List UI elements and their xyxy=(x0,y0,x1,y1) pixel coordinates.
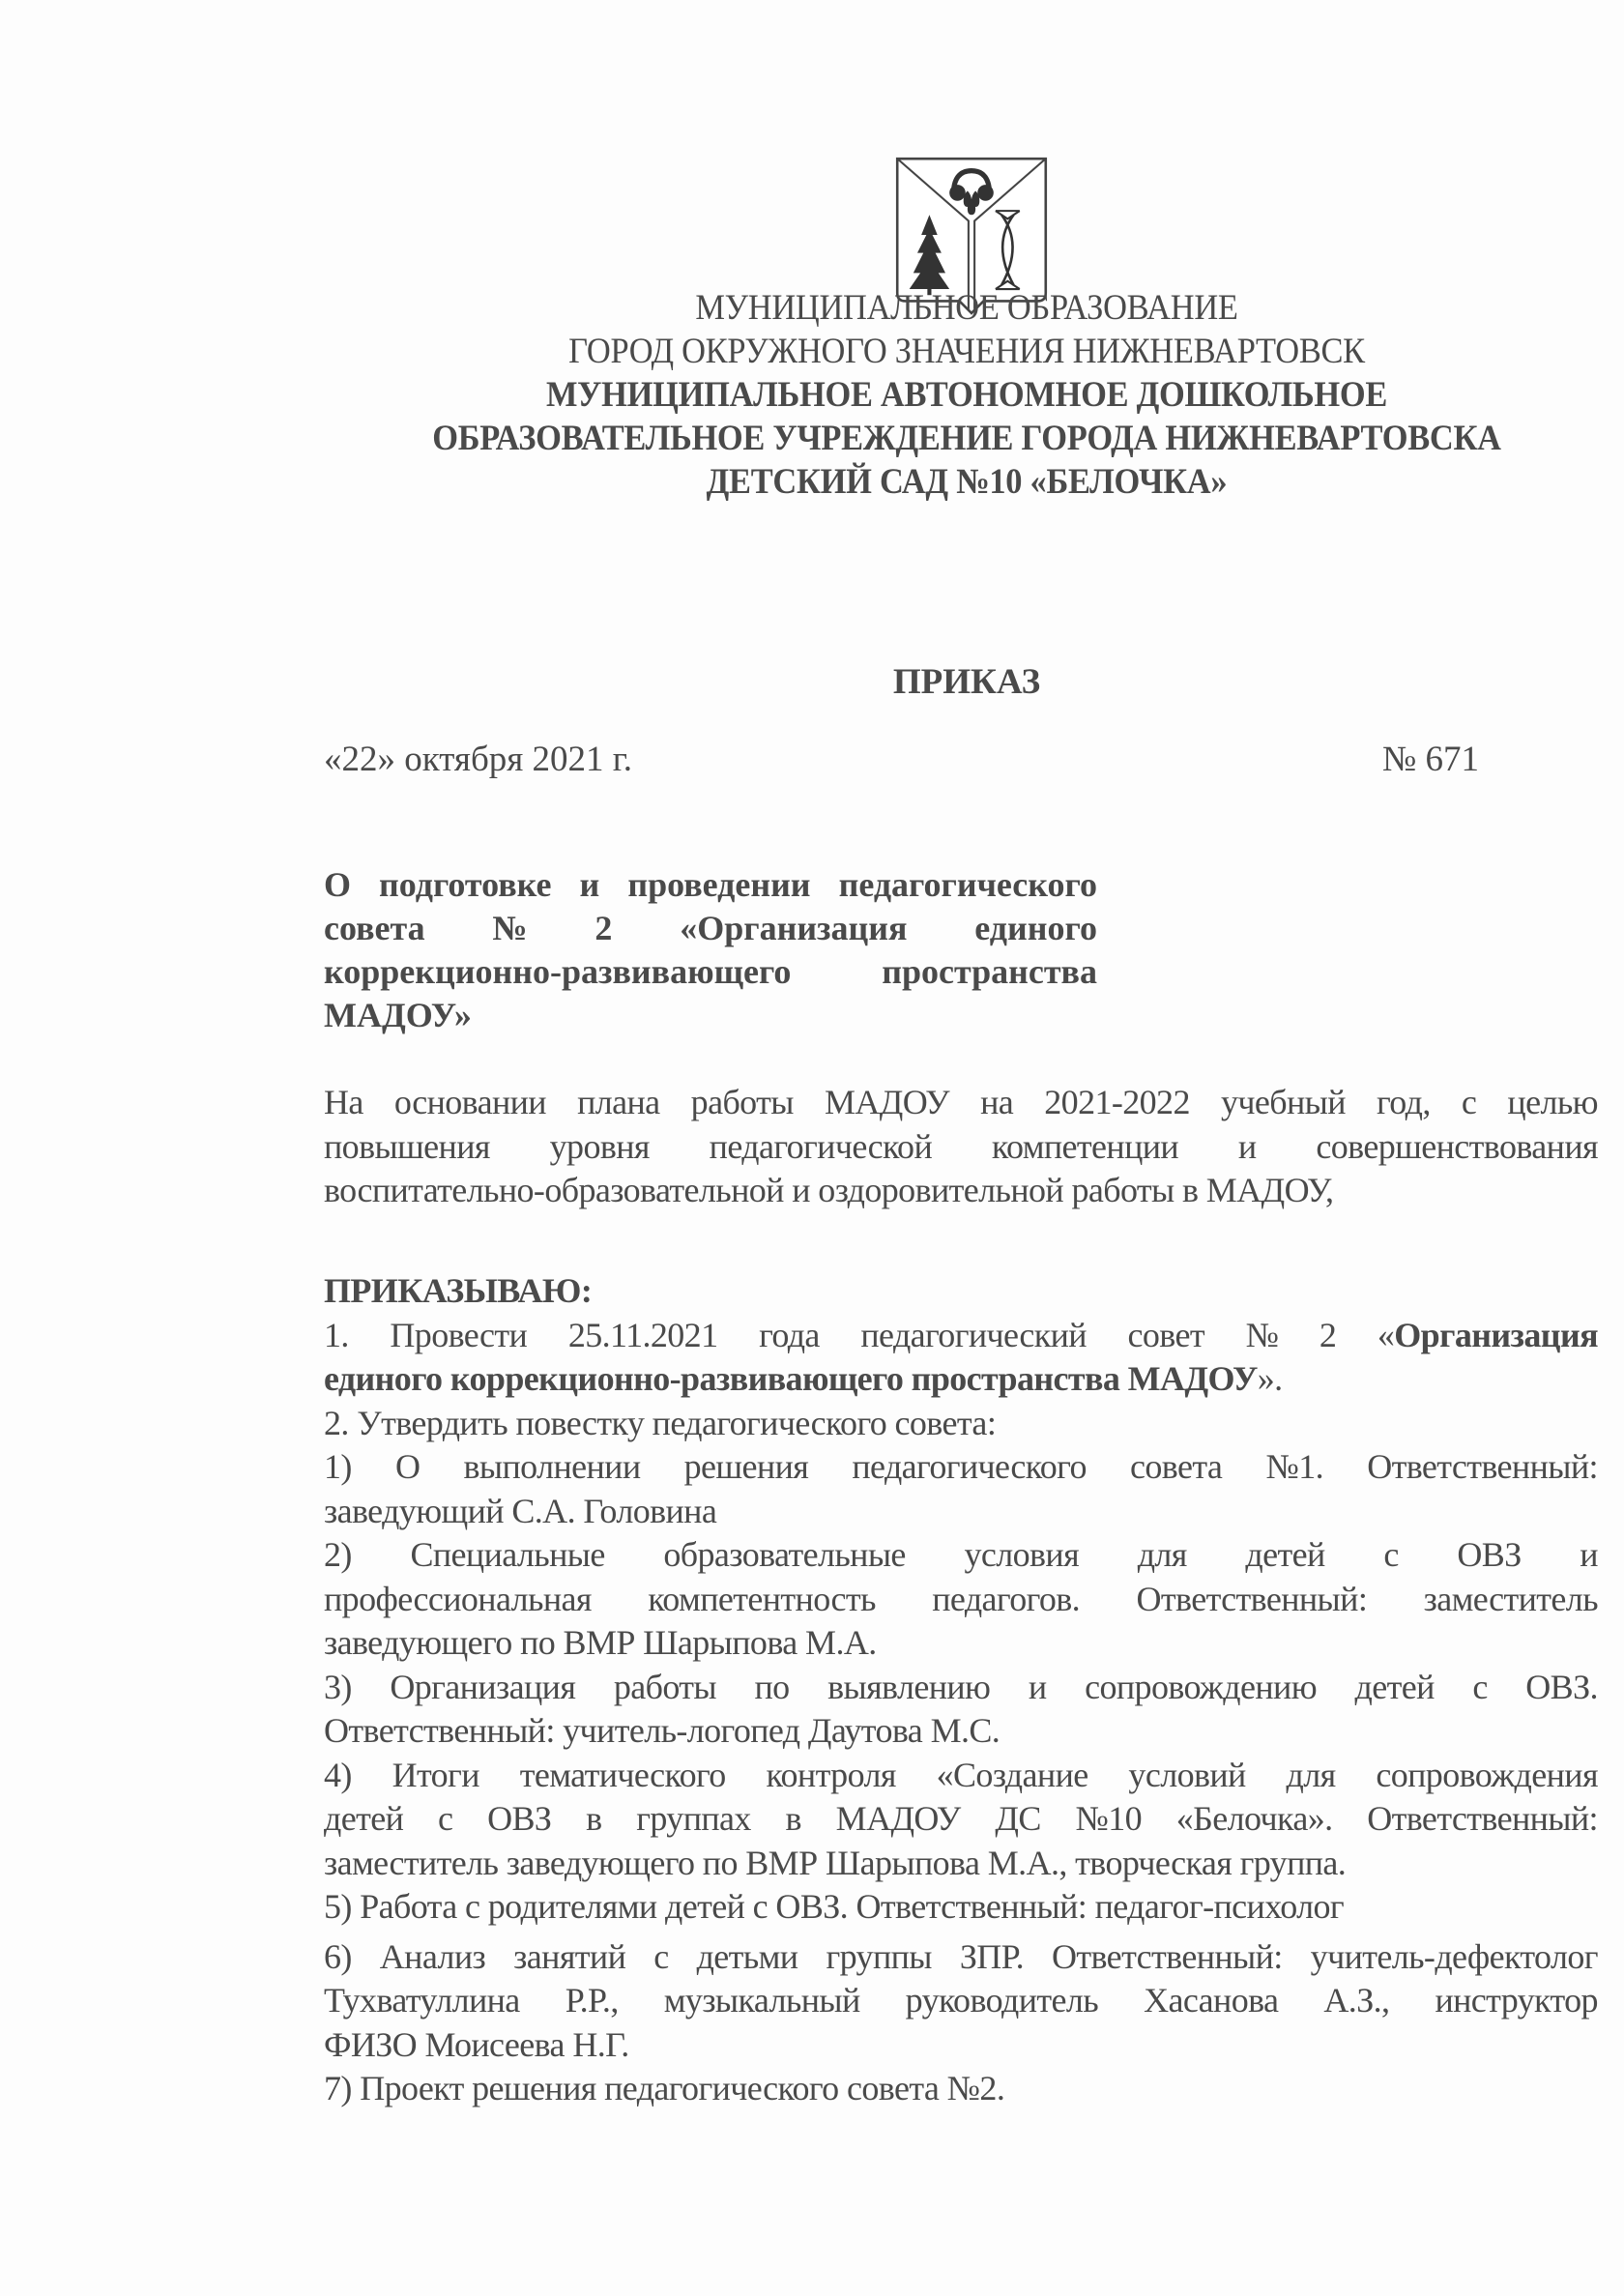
word: Хасанова xyxy=(1144,1981,1279,2020)
agenda-item-2-line xyxy=(324,1578,1598,1622)
header-line-municipality: МУНИЦИПАЛЬНОЕ ОБРАЗОВАНИЕ xyxy=(695,288,1238,328)
word: 4) xyxy=(324,1755,352,1794)
word: Ответственный: xyxy=(1051,1936,1283,1976)
word: «Создание xyxy=(936,1755,1088,1794)
word: детей xyxy=(1354,1667,1435,1706)
word: 3) xyxy=(324,1667,352,1706)
subject-line: МАДОУ» xyxy=(324,996,472,1034)
word: заместитель xyxy=(1423,1579,1598,1618)
word: Тухватуллина xyxy=(324,1981,520,2020)
word: тематического xyxy=(519,1755,726,1794)
subject-word: пространства xyxy=(882,952,1097,991)
word xyxy=(1246,1314,1279,1358)
word-part: Провести xyxy=(390,1315,528,1354)
word: совершенствования xyxy=(1316,1126,1598,1166)
agenda-item-4-line xyxy=(324,1797,1598,1842)
document-title: ПРИКАЗ xyxy=(892,662,1041,702)
word: 1) xyxy=(324,1447,352,1486)
word-part: № xyxy=(1245,1315,1279,1354)
word: работы xyxy=(690,1083,794,1121)
word-part: Организация xyxy=(1394,1315,1598,1354)
word: сопровождению xyxy=(1085,1667,1317,1706)
word xyxy=(1320,1314,1336,1358)
word: Организация xyxy=(390,1667,576,1706)
word xyxy=(390,1314,527,1358)
word: сопровождения xyxy=(1376,1755,1598,1794)
word: компетентность xyxy=(648,1579,876,1618)
word-part: совет xyxy=(1127,1315,1204,1354)
word: условия xyxy=(964,1535,1080,1574)
word: повышения xyxy=(324,1126,490,1166)
header-line-institution-3: ДЕТСКИЙ САД №10 «БЕЛОЧКА» xyxy=(706,462,1228,502)
word: с xyxy=(438,1799,453,1838)
word xyxy=(324,1314,349,1358)
order-date: «22» октября 2021 г. xyxy=(324,740,633,779)
word: компетенции xyxy=(991,1126,1179,1166)
word: и xyxy=(1028,1667,1047,1706)
word: условий xyxy=(1128,1755,1246,1794)
agenda-item-5-line: 5) Работа с родителями детей с ОВЗ. Ответственный: педагог-психолог xyxy=(324,1887,1345,1926)
order-item-1-suffix: ». xyxy=(1257,1359,1283,1398)
header-line-institution-2: ОБРАЗОВАТЕЛЬНОЕ УЧРЕЖДЕНИЕ ГОРОДА НИЖНЕВАРТОВСКА xyxy=(432,419,1501,458)
word: 2) xyxy=(324,1535,352,1574)
agenda-item-4-line xyxy=(324,1754,1598,1798)
word: в xyxy=(586,1799,602,1838)
word: группы xyxy=(826,1936,932,1976)
orders-section xyxy=(324,1269,1598,2111)
subject-word: «Организация xyxy=(680,909,908,947)
word-part: 25.11.2021 xyxy=(567,1315,718,1354)
subject-word: совета xyxy=(324,909,425,947)
word: детей xyxy=(324,1799,404,1838)
header-line-city: ГОРОД ОКРУЖНОГО ЗНАЧЕНИЯ НИЖНЕВАРТОВСК xyxy=(568,332,1365,371)
word: с xyxy=(653,1936,669,1976)
preamble-line xyxy=(324,1081,1598,1125)
agenda-item-6-line: ФИЗО Моисеева Н.Г. xyxy=(324,2024,629,2064)
agenda-item-4-line: заместитель заведующего по ВМР Шарыпова М.А., творческая группа. xyxy=(324,1843,1347,1882)
agenda-item-1-line: заведующий С.А. Головина xyxy=(324,1491,717,1530)
agenda-item-2-line xyxy=(324,1533,1598,1578)
word: На xyxy=(324,1083,363,1121)
word: педагогической xyxy=(709,1126,933,1166)
word: МАДОУ xyxy=(835,1799,961,1838)
word: педагогического xyxy=(852,1447,1087,1486)
order-item-1-line-2 xyxy=(324,1357,1598,1402)
word-part: 1. xyxy=(324,1315,349,1354)
word: детей xyxy=(1245,1535,1325,1574)
subject-line: О подготовке и проведении педагогического xyxy=(324,865,1097,904)
header-line-institution-1: МУНИЦИПАЛЬНОЕ АВТОНОМНОЕ ДОШКОЛЬНОЕ xyxy=(545,375,1388,415)
agenda-item-3-line: Ответственный: учитель-логопед Даутова М.С. xyxy=(324,1711,1000,1750)
subject-line xyxy=(324,950,1097,994)
subject-word: коррекционно-развивающего xyxy=(324,952,792,991)
order-item-1-line-1 xyxy=(324,1314,1598,1358)
word: музыкальный xyxy=(663,1981,860,2020)
word: 2021-2022 xyxy=(1044,1083,1190,1121)
word: с xyxy=(1461,1083,1477,1121)
word: МАДОУ xyxy=(824,1083,949,1121)
word: ОВЗ xyxy=(1457,1535,1522,1574)
word: основании xyxy=(393,1083,546,1121)
order-item-2: 2. Утвердить повестку педагогического совета: xyxy=(324,1403,997,1442)
agenda-item-3-line xyxy=(324,1666,1598,1710)
word-part: 2 xyxy=(1319,1315,1337,1354)
word-part: года xyxy=(759,1315,820,1354)
word: педагогов. xyxy=(932,1579,1081,1618)
word: по xyxy=(754,1667,790,1706)
word: выполнении xyxy=(463,1447,641,1486)
word: Ответственный: xyxy=(1367,1447,1598,1486)
word xyxy=(1378,1314,1598,1358)
agenda-item-7-line: 7) Проект решения педагогического совета №2. xyxy=(324,2069,1005,2107)
word: 6) xyxy=(324,1936,352,1976)
order-number: № 671 xyxy=(1381,740,1479,779)
word: образовательные xyxy=(663,1535,906,1574)
word: с xyxy=(1472,1667,1488,1706)
word: учитель-дефектолог xyxy=(1310,1936,1598,1976)
subject-word: 2 xyxy=(594,909,613,947)
organization-header xyxy=(319,286,1614,504)
word: для xyxy=(1286,1755,1336,1794)
word: работы xyxy=(613,1667,716,1706)
word: №10 xyxy=(1075,1799,1143,1838)
word xyxy=(860,1314,1087,1358)
preamble-line: воспитательно-образовательной и оздоровительной работы в МАДОУ, xyxy=(324,1171,1334,1209)
preamble-paragraph xyxy=(324,1081,1598,1213)
word: контроля xyxy=(766,1755,896,1794)
order-item-1-bold-cont: единого коррекционно-развивающего пространства МАДОУ xyxy=(324,1359,1258,1398)
preamble-line xyxy=(324,1125,1598,1170)
word: ОВЗ. xyxy=(1525,1667,1598,1706)
word: «Белочка». xyxy=(1175,1799,1333,1838)
word: Р.Р., xyxy=(565,1981,619,2020)
word: Ответственный: xyxy=(1136,1579,1368,1618)
word: руководитель xyxy=(905,1981,1099,2020)
word: уровня xyxy=(549,1126,650,1166)
word: О xyxy=(394,1447,420,1486)
word xyxy=(1128,1314,1204,1358)
word: плана xyxy=(577,1083,660,1121)
word: детьми xyxy=(696,1936,798,1976)
word: Анализ xyxy=(379,1936,486,1976)
word-part: педагогический xyxy=(860,1315,1087,1354)
word: учебный xyxy=(1220,1083,1346,1121)
agenda-item-6-line xyxy=(324,1935,1598,1980)
orders-heading: ПРИКАЗЫВАЮ: xyxy=(324,1271,593,1310)
agenda-item-1-line xyxy=(324,1445,1598,1490)
word: ДС xyxy=(995,1799,1041,1838)
word: на xyxy=(980,1083,1014,1121)
word: для xyxy=(1137,1535,1187,1574)
word: Ответственный: xyxy=(1367,1799,1598,1838)
word: инструктор xyxy=(1435,1981,1598,2020)
word: А.З., xyxy=(1323,1981,1390,2020)
word: Итоги xyxy=(392,1755,479,1794)
agenda-item-6-line xyxy=(324,1979,1598,2023)
word: год, xyxy=(1377,1083,1431,1121)
word: Специальные xyxy=(410,1535,605,1574)
word: занятий xyxy=(513,1936,626,1976)
word: выявлению xyxy=(827,1667,991,1706)
word: группах xyxy=(636,1799,751,1838)
word: и xyxy=(1237,1126,1257,1166)
word-part: « xyxy=(1377,1315,1395,1354)
word: и xyxy=(1580,1535,1598,1574)
order-subject xyxy=(324,863,1097,1037)
agenda-item-2-line: заведующего по ВМР Шарыпова М.А. xyxy=(324,1623,877,1662)
word: целью xyxy=(1507,1083,1598,1121)
word: ЗПР. xyxy=(959,1936,1024,1976)
word: решения xyxy=(683,1447,809,1486)
word: №1. xyxy=(1265,1447,1324,1486)
subject-line xyxy=(324,907,1097,950)
word: профессиональная xyxy=(324,1579,592,1618)
subject-word: № xyxy=(492,909,528,947)
word: ОВЗ xyxy=(487,1799,552,1838)
word: с xyxy=(1383,1535,1399,1574)
word xyxy=(568,1314,718,1358)
order-dateline xyxy=(324,738,1479,781)
subject-word: единого xyxy=(974,909,1097,947)
word xyxy=(759,1314,820,1358)
word: в xyxy=(785,1799,801,1838)
word: совета xyxy=(1130,1447,1223,1486)
